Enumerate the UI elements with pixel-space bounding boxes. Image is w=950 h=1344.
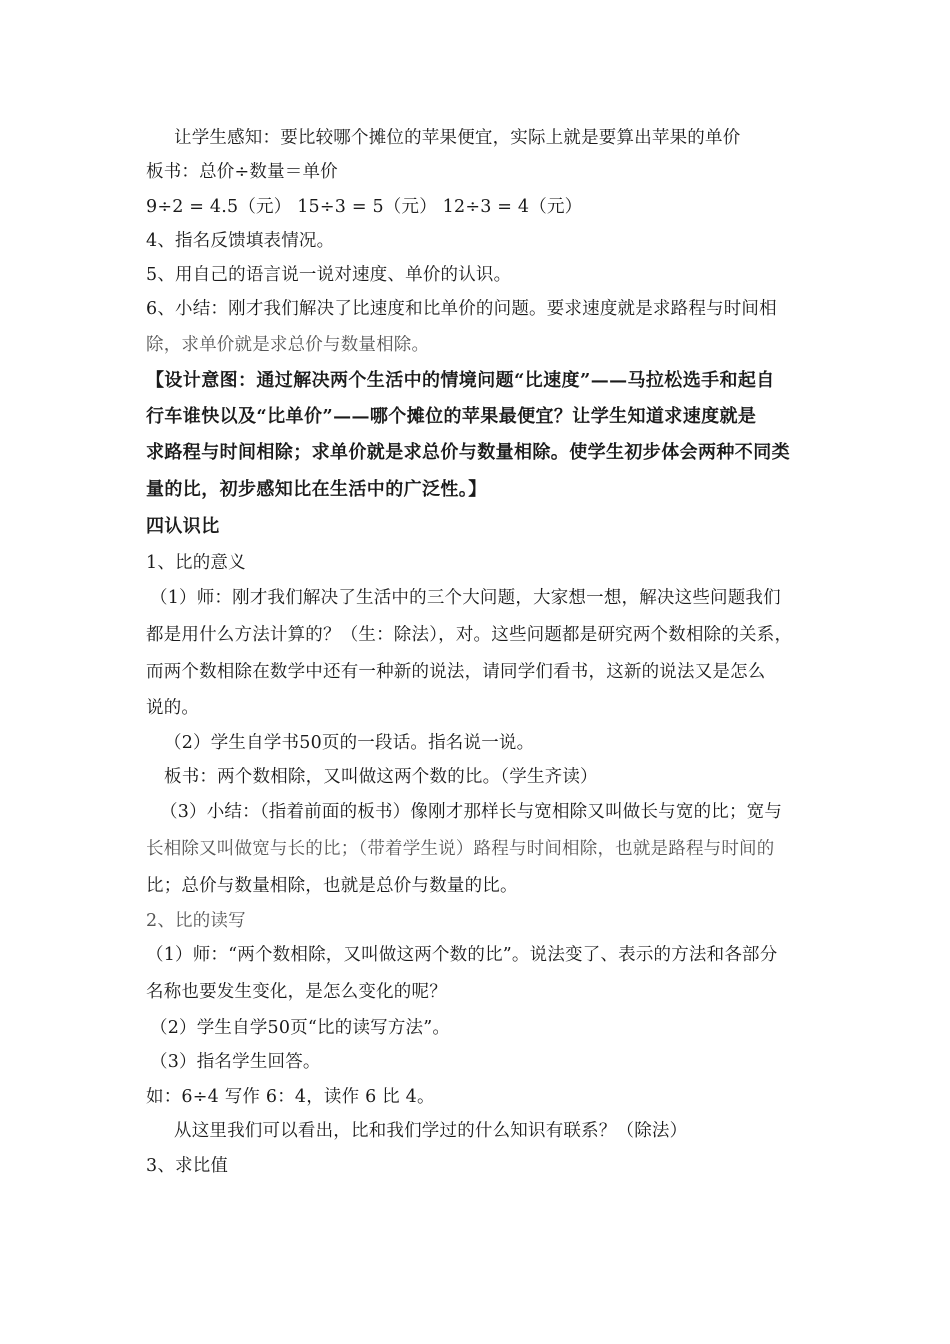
section-heading: 四认识比 [146,516,220,537]
subsection-heading: 1、比的意义 [146,553,246,573]
design-intent-line: 量的比，初步感知比在生活中的广泛性。】 [146,479,487,500]
paragraph-line: 6、小结：刚才我们解决了比速度和比单价的问题。要求速度就是求路程与时间相 [146,299,777,319]
design-intent-line: 行车谁快以及“比单价”——哪个摊位的苹果最便宜？让学生知道求速度就是 [146,406,757,427]
paragraph-line: 比；总价与数量相除，也就是总价与数量的比。 [146,876,518,896]
paragraph-line: 4、指名反馈填表情况。 [146,231,335,251]
design-intent-line: 求路程与时间相除；求单价就是求总价与数量相除。使学生初步体会两种不同类 [146,442,790,463]
design-intent-line: 【设计意图：通过解决两个生活中的情境问题“比速度”——马拉松选手和起自 [146,370,775,391]
paragraph-line: 名称也要发生变化，是怎么变化的呢？ [146,982,447,1002]
paragraph-line: 9÷2 = 4.5（元） 15÷3 = 5（元） 12÷3 = 4（元） [146,197,583,217]
paragraph-line: 除，求单价就是求总价与数量相除。 [146,335,430,355]
paragraph-line: （3）指名学生回答。 [150,1052,321,1072]
paragraph-line: （1）师：“两个数相除，又叫做这两个数的比”。说法变了、表示的方法和各部分 [146,945,778,965]
paragraph-line: （1）师：刚才我们解决了生活中的三个大问题，大家想一想，解决这些问题我们 [150,588,781,608]
paragraph-line: （2）学生自学50页“比的读写方法”。 [150,1018,451,1038]
paragraph-line: 长相除又叫做宽与长的比；（带着学生说）路程与时间相除，也就是路程与时间的 [146,839,775,859]
paragraph-line: 说的。 [146,698,200,718]
subsection-heading: 2、比的读写 [146,911,246,931]
subsection-heading: 3、求比值 [146,1156,229,1176]
paragraph-line: 都是用什么方法计算的？（生：除法），对。这些问题都是研究两个数相除的关系， [146,625,793,645]
paragraph-line: （2）学生自学书50页的一段话。指名说一说。 [164,733,535,753]
paragraph-line: 而两个数相除在数学中还有一种新的说法，请同学们看书，这新的说法又是怎么 [146,662,766,682]
paragraph-line: 5、用自己的语言说一说对速度、单价的认识。 [146,265,512,285]
paragraph-line: 板书：总价÷数量＝单价 [146,162,338,182]
paragraph-line: 让学生感知：要比较哪个摊位的苹果便宜，实际上就是要算出苹果的单价 [174,128,741,148]
paragraph-line: 如：6÷4 写作 6：4，读作 6 比 4。 [146,1087,435,1107]
paragraph-line: 从这里我们可以看出，比和我们学过的什么知识有联系？（除法） [174,1121,688,1141]
paragraph-line: （3）小结：（指着前面的板书）像刚才那样长与宽相除又叫做长与宽的比；宽与 [160,802,783,822]
paragraph-line: 板书：两个数相除，又叫做这两个数的比。（学生齐读） [164,767,598,787]
